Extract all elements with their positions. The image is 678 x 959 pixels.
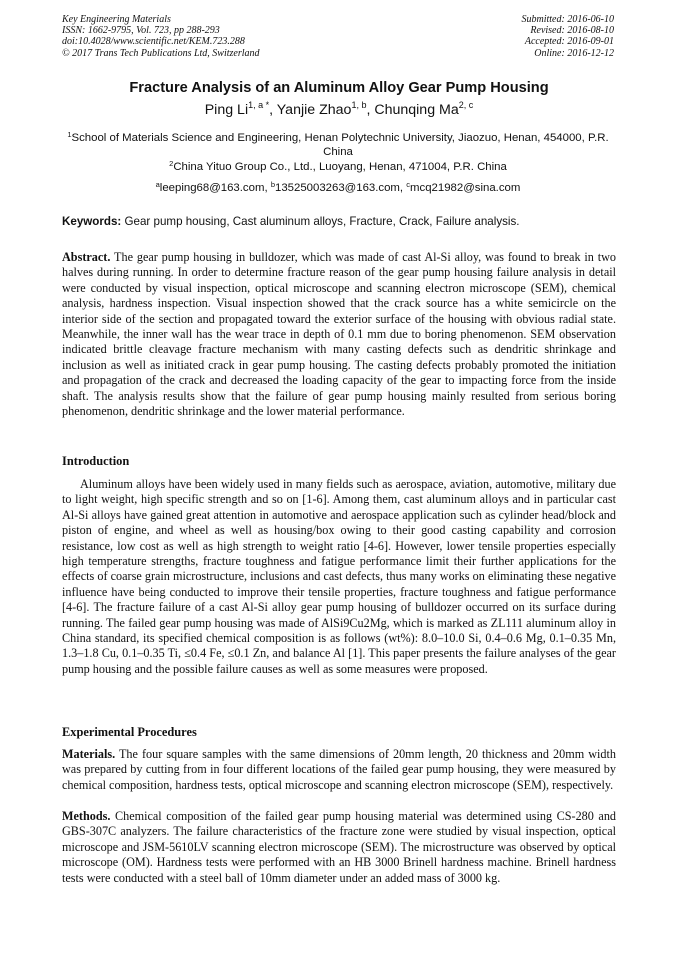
email-mark: a: [155, 180, 160, 189]
author-affiliation-mark: 2, c: [458, 100, 474, 110]
copyright-line: © 2017 Trans Tech Publications Ltd, Switzerland: [62, 47, 260, 59]
accepted-date: Accepted: 2016-09-01: [524, 36, 614, 48]
author-name: Chunqing Ma: [374, 102, 459, 118]
introduction-paragraph: Aluminum alloys have been widely used in many fields such as aerospace, aviation, automotive, military due to light weight, high specific strength and so on [1-6]. Among them, cast aluminum alloys and in particular cast Al-Si alloys have gained great attention in automotive and aerospace application such as cylinder head/block and piston of engine, and wheel as well as housing/box owing to their good casting capability and corrosion resistance, low cost as well as high strength to weight ratio [4-6]. However, lower tensile properties especially high temperature strengths, fracture toughness and fatigue performance limit their further applications for the effects of coarse grain microstructure, inclusions and cast defects, thus many works on eliminating these negative influence have being conducted to improve their tensile properties, fracture toughness and fatigue performance [4-6]. The fracture failure of a cast Al-Si alloy gear pump housing of bulldozer occurred on its surface during running. The failed gear pump housing was made of AlSi9Cu2Mg, which is marked as ZL111 aluminum alloy in China standard, its specified chemical composition is as follows (wt%): 8.0–10.0 Si, 0.4–0.6 Mg, 0.1–0.35 Mn, 1.3–1.8 Cu, 0.1–0.35 Ti, ≤0.4 Fe, ≤0.1 Zn, and balance Al [1]. This paper presents the failure analyses of the gear pump housing and the possible failure causes as well as some measures were proposed.: [62, 477, 616, 676]
email-mark: b: [270, 180, 275, 189]
affiliation-1: [62, 131, 614, 159]
author-affiliation-mark: 1, a *: [248, 100, 270, 110]
journal-info: [62, 14, 260, 59]
issn-line: ISSN: 1662-9795, Vol. 723, pp 288-293: [62, 25, 220, 37]
doi-line: doi:10.4028/www.scientific.net/KEM.723.288: [62, 36, 245, 48]
author-name: Yanjie Zhao: [276, 102, 352, 118]
author-name: Ping Li: [204, 102, 249, 118]
methods-paragraph: [62, 809, 616, 886]
section-heading-introduction: Introduction: [62, 454, 130, 468]
materials-paragraph: [62, 747, 616, 793]
author-list: Ping $Li^{1, a *}$, Yanjie Zhao$^{1, b}$, Chunqing Ma$^{2, c}$: [204, 100, 474, 118]
affiliation-2: [62, 160, 614, 174]
submitted-date: Submitted: 2016-06-10: [521, 14, 614, 25]
revised-date: Revised: 2016-08-10: [530, 25, 614, 37]
affiliation-mark: 2: [169, 159, 174, 168]
materials-text: The four square samples with the same dimensions of 20mm length, 20 thickness and 20mm width was prepared by cutting from in four different locations of the failed gear pump housing, they were measured by chemical composition, hardness tests, optical microscope and scanning electron microscope (SEM), respectively.: [62, 747, 616, 792]
paper-title: Fracture Analysis of an Aluminum Alloy Gear Pump Housing: [129, 80, 549, 96]
affiliation-mark: 1: [67, 130, 72, 139]
affiliation-text: China Yituo Group Co., Ltd., Luoyang, Henan, 471004, P.R. China: [173, 161, 507, 173]
online-date: Online: 2016-12-12: [534, 47, 614, 59]
email-address: mcq21982@sina.com: [410, 182, 521, 194]
section-heading-experimental: Experimental Procedures: [62, 725, 197, 739]
materials-label: Materials.: [62, 747, 116, 761]
methods-label: Methods.: [62, 809, 111, 823]
keywords-label: Keywords:: [62, 215, 122, 228]
author-affiliation-mark: 1, b: [351, 100, 367, 110]
abstract-label: Abstract.: [62, 250, 111, 264]
methods-text: Chemical composition of the failed gear pump housing material was determined using CS-280 and GBS-307C analyzers. The failure characteristics of the fracture zone were studied by visual inspection, optical microscope and JSM-5610LV scanning electron microscope (SEM). The microstructure was observed by optical microscope (OM). Hardness tests were performed with an HB 3000 Brinell hardness machine. Brinell hardness tests were conducted with a steel ball of 10mm diameter under an added mass of 3000 kg.: [62, 809, 617, 885]
author-emails: $^a$leeping68@163.com, $^b$13525003263@163.com, $^c$mcq21982@sina.com: [155, 180, 521, 194]
email-mark: c: [406, 180, 411, 189]
email-address: 13525003263@163.com: [274, 182, 400, 194]
keywords-text: Gear pump housing, Cast aluminum alloys, Fracture, Crack, Failure analysis.: [124, 215, 520, 228]
email-address: leeping68@163.com: [159, 182, 265, 194]
submission-dates: [522, 14, 615, 59]
journal-name: Key Engineering Materials: [62, 14, 171, 25]
abstract-text: The gear pump housing in bulldozer, which was made of cast Al-Si alloy, was found to break in two halves during running. In order to determine fracture reason of the gear pump housing failure analysis in detail were conducted by visual inspection, optical microscope and scanning electron microscope (SEM), chemical analysis, hardness inspection. Visual inspection showed that the crack source has a white semicircle on the interior side of the section and propagated toward the exterior surface of the housing with obvious radial state. Meanwhile, the inner wall has the wear trace in depth of 0.1 mm due to boring phenomenon. SEM observation indicated brittle cleavage fracture mechanism with many casting defects such as dendritic shrinkage and inclusion as well as initiated crack in gear pump housing. The casting defects probably promoted the initiation and propagation of the crack and decreased the loading capacity of the gear to impacting force from the inside shaft. The analysis results show that the failure of gear pump housing mainly resulted from serious boring phenomenon, dendritic shrinkage and the lower material performance.: [62, 250, 617, 419]
keywords-line: [62, 215, 618, 228]
affiliation-text: School of Materials Science and Engineering, Henan Polytechnic University, Jiaozuo, Henan, 454000, P.R. China: [71, 132, 609, 158]
abstract-paragraph: [62, 250, 616, 419]
